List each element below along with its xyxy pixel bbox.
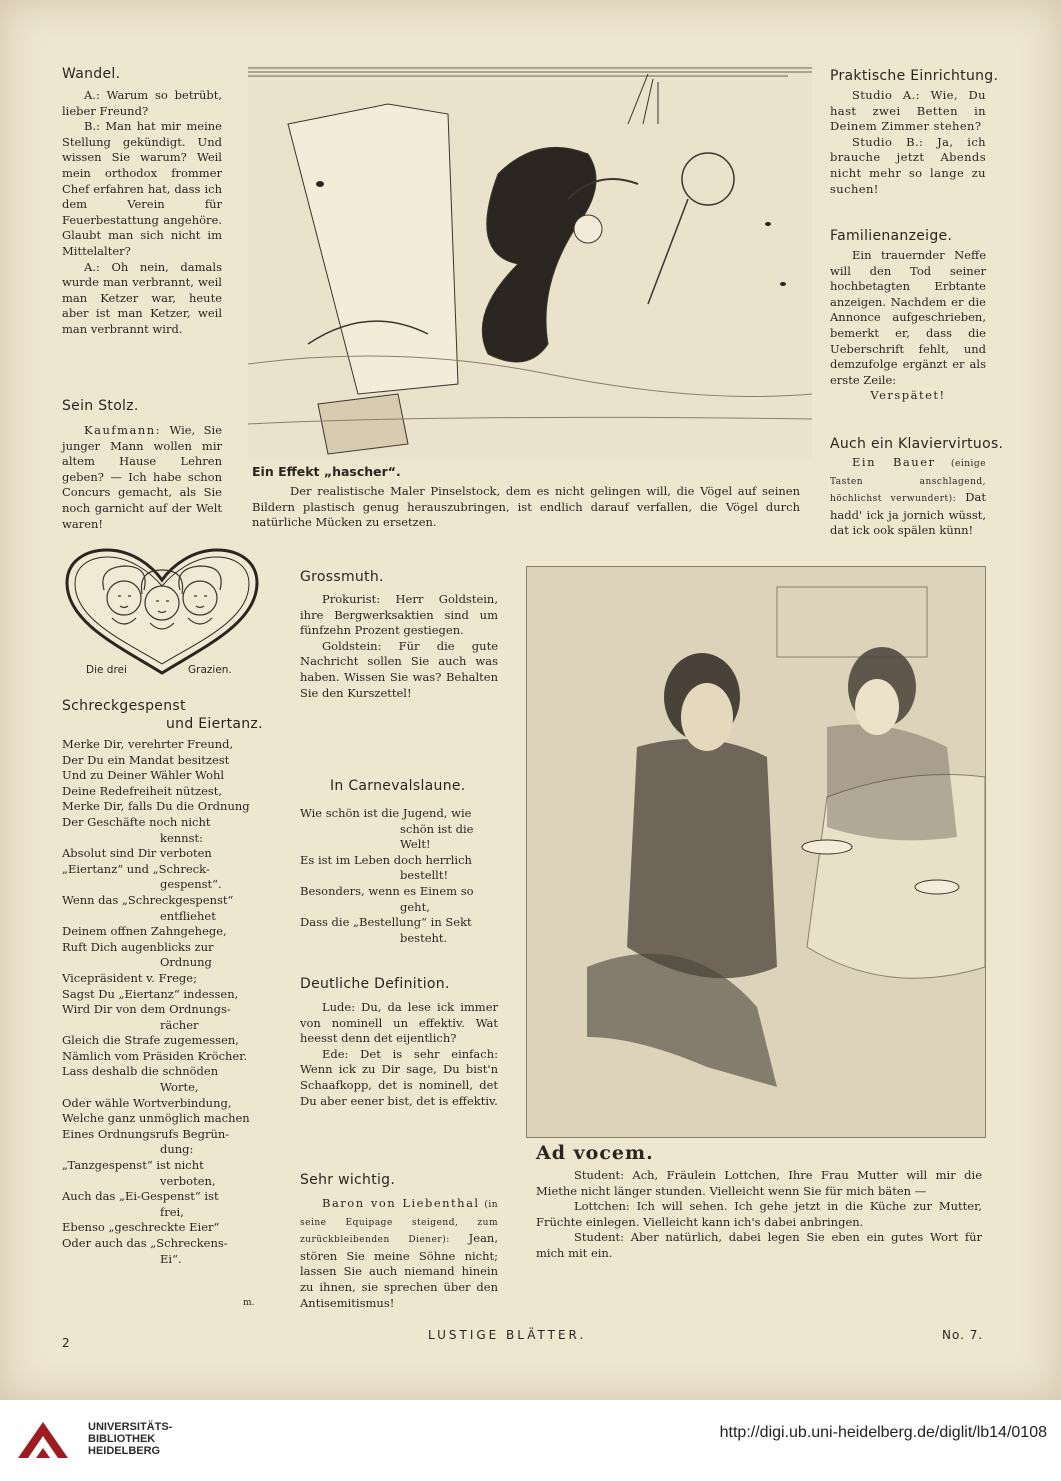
wichtig-paren: (in seine Equipage steigend, zum zurückbleibenden Diener): bbox=[300, 1200, 499, 1246]
stolz-body: Wie, Sie junger Mann wollen mir altem Hause Lehren geben? — Ich habe schon Concurs gemacht, als Sie noch garnicht auf der Welt waren! bbox=[62, 423, 222, 531]
gross-title: Grossmuth. bbox=[300, 569, 384, 585]
effekt-hascher-cartoon bbox=[248, 64, 812, 460]
schreck-verse-line: gespenst“. bbox=[160, 877, 222, 892]
prakt-text bbox=[830, 88, 986, 197]
schreck-verse-line: kennst: bbox=[160, 830, 203, 845]
wichtig-text bbox=[300, 1196, 498, 1311]
wandel-line-a: A.: Warum so betrübt, lieber Freund? bbox=[62, 88, 222, 118]
wandel-line-b: B.: Man hat mir meine Stellung gekündigt. Und wissen Sie warum? Weil mein orthodox frommer Chef erfahren hat, dass ich dem Verein für Feuerbestattung angehöre. Glaubt man sich nicht im Mittelalter? bbox=[62, 119, 222, 258]
def-text bbox=[300, 1000, 498, 1109]
def-line-b: Ede: Det is sehr einfach: Wenn ick zu Dir sage, Du bist'n Schaafkopp, det is nominell, det Du aber eener bist, det is effektiv. bbox=[300, 1046, 498, 1108]
carn-verse-line: Es ist im Leben doch herrlich bbox=[300, 852, 472, 867]
fam-body: Ein trauernder Neffe will den Tod seiner hochbetagten Erbtante anzeigen. Nachdem er die Annonce aufgeschrieben, bemerkt er, dass die Ueberschrift fehlt, und demzufolge ergänzt er als erste Zeile: bbox=[830, 248, 986, 387]
schreck-verse-line: Ruft Dich augenblicks zur bbox=[62, 939, 214, 954]
issue-number: No. 7. bbox=[942, 1328, 984, 1342]
schreck-verse-line: Merke Dir, verehrter Freund, bbox=[62, 737, 234, 751]
carn-verse-line: besteht. bbox=[400, 930, 448, 945]
schreck-verse-line: Vicepräsident v. Frege; bbox=[62, 970, 197, 985]
heart-caption-right: Grazien. bbox=[188, 664, 232, 676]
schreck-verse-line: „Tanzgespenst“ ist nicht bbox=[62, 1158, 204, 1173]
advocem-line-3: Student: Aber natürlich, dabei legen Sie eben ein gutes Wort für mich mit ein. bbox=[536, 1230, 982, 1260]
stolz-text bbox=[62, 423, 222, 532]
carn-verse-line: bestellt! bbox=[400, 868, 449, 883]
library-line-1: UNIVERSITÄTS- bbox=[88, 1421, 173, 1433]
carn-verse-line: Besonders, wenn es Einem so bbox=[300, 883, 474, 898]
schreck-verse-line: Worte, bbox=[160, 1080, 199, 1095]
schreck-verse-line: Welche ganz unmöglich machen bbox=[62, 1111, 250, 1126]
advocem-text bbox=[536, 1168, 982, 1262]
carn-verse-line: geht, bbox=[400, 899, 430, 914]
cartoon-caption-body: Der realistische Maler Pinselstock, dem es nicht gelingen will, die Vögel auf seinen Bildern plastisch genug herauszubringen, ist endlich darauf verfallen, die Vögel durch natürliche Mücken zu ersetzen. bbox=[252, 484, 800, 530]
painter-cartoon-drawing bbox=[248, 64, 812, 460]
klav-body: Dat hadd' ick ja jornich wüsst, dat ick ook spälen künn! bbox=[830, 490, 986, 538]
schreck-verse-line: dung: bbox=[160, 1142, 194, 1157]
schreck-verse-line: Ebenso „geschreckte Eier“ bbox=[62, 1220, 220, 1235]
library-name bbox=[88, 1421, 172, 1457]
klav-paren: (einige Tasten anschlagend, höchlichst verwundert): bbox=[830, 459, 987, 505]
library-line-3: HEIDELBERG bbox=[88, 1445, 161, 1457]
schreck-verse-line: Der Du ein Mandat besitzest bbox=[62, 752, 230, 767]
schreck-verse-line: Oder auch das „Schreckens- bbox=[62, 1236, 228, 1250]
schreck-signature: m. bbox=[243, 1298, 255, 1308]
fam-text bbox=[830, 248, 986, 404]
schreck-verse-line: Wenn das „Schreckgespenst“ bbox=[62, 892, 234, 907]
schreck-title: Schreckgespenst bbox=[62, 698, 186, 714]
advocem-line-2: Lottchen: Ich will sehen. Ich gehe jetzt in die Küche zur Mutter, Früchte einlegen. Vielleicht kann ich's dabei anbringen. bbox=[536, 1199, 982, 1229]
carn-verse-line: schön ist die Welt! bbox=[400, 821, 474, 852]
klav-text bbox=[830, 455, 986, 539]
def-title: Deutliche Definition. bbox=[300, 976, 450, 992]
schreck-verse-line: Der Geschäfte noch nicht bbox=[62, 814, 211, 829]
wichtig-speaker: Baron von Liebenthal bbox=[322, 1196, 480, 1210]
schreck-verse-line: Ei“. bbox=[160, 1251, 182, 1266]
schreck-verse-line: Nämlich vom Präsiden Kröcher. bbox=[62, 1048, 248, 1063]
carn-title: In Carnevalslaune. bbox=[330, 778, 466, 794]
fam-word: Verspätet! bbox=[870, 388, 946, 403]
prakt-title: Praktische Einrichtung. bbox=[830, 68, 999, 84]
stolz-speaker: Kaufmann: bbox=[84, 423, 162, 437]
schreck-verse-line: Absolut sind Dir verboten bbox=[62, 846, 212, 861]
library-line-2: BIBLIOTHEK bbox=[88, 1433, 156, 1445]
gross-line-a: Prokurist: Herr Goldstein, ihre Bergwerksaktien sind um fünfzehn Prozent gestiegen. bbox=[300, 592, 498, 638]
schreck-verse-line: Gleich die Strafe zugemessen, bbox=[62, 1033, 239, 1048]
heart-icon bbox=[62, 548, 262, 678]
klav-title: Auch ein Klaviervirtuos. bbox=[830, 436, 1004, 452]
schreck-verse-line: Auch das „Ei-Gespenst“ ist bbox=[62, 1189, 219, 1204]
advocem-title: Ad vocem. bbox=[536, 1142, 654, 1164]
schreck-verse-line: verboten, bbox=[160, 1173, 216, 1188]
schreck-verse-line: Wird Dir von dem Ordnungs- bbox=[62, 1002, 231, 1017]
journal-name: LUSTIGE BLÄTTER. bbox=[428, 1328, 587, 1342]
schreck-verse-line: Merke Dir, falls Du die Ordnung bbox=[62, 799, 250, 814]
schreck-verse-line: frei, bbox=[160, 1204, 184, 1219]
university-seal-icon bbox=[14, 1418, 72, 1464]
schreck-verse-line: Sagst Du „Eiertanz“ indessen, bbox=[62, 986, 239, 1001]
three-graces-heart-illustration bbox=[62, 548, 262, 678]
schreck-verse-line: Oder wähle Wortverbindung, bbox=[62, 1095, 232, 1110]
def-line-a: Lude: Du, da lese ick immer von nominell un effektiv. Wat heesst denn det eijentlich? bbox=[300, 1000, 498, 1046]
carn-verse bbox=[300, 806, 500, 946]
schreck-title-2: und Eiertanz. bbox=[166, 716, 263, 732]
cartoon-caption-title: Ein Effekt „hascher“. bbox=[252, 464, 401, 479]
schreck-verse-line: rächer bbox=[160, 1017, 199, 1032]
carn-verse-line: Wie schön ist die Jugend, wie bbox=[300, 806, 472, 820]
schreck-verse bbox=[62, 737, 262, 1267]
page-number: 2 bbox=[62, 1336, 73, 1350]
schreck-verse-line: Ordnung bbox=[160, 955, 212, 970]
klav-speaker: Ein Bauer bbox=[852, 455, 936, 469]
couple-drawing bbox=[527, 567, 985, 1137]
gross-line-b: Goldstein: Für die gute Nachricht sollen Sie auch was haben. Wissen Sie was? Behalten Sie den Kurszettel! bbox=[300, 638, 498, 700]
schreck-verse-line: „Eiertanz“ und „Schreck- bbox=[62, 861, 210, 876]
fam-title: Familienanzeige. bbox=[830, 228, 953, 244]
advocem-line-1: Student: Ach, Fräulein Lottchen, Ihre Frau Mutter will mir die Miethe nicht länger stunden. Vielleicht wenn Sie für mich bäten — bbox=[536, 1168, 982, 1198]
schreck-verse-line: entfliehet bbox=[160, 908, 216, 923]
schreck-verse-line: Eines Ordnungsrufs Begrün- bbox=[62, 1126, 230, 1141]
wichtig-title: Sehr wichtig. bbox=[300, 1172, 396, 1188]
heidelberg-logo[interactable] bbox=[14, 1418, 72, 1464]
permalink-url[interactable]: http://digi.ub.uni-heidelberg.de/diglit/lb14/0108 bbox=[719, 1424, 1047, 1441]
wandel-line-c: A.: Oh nein, damals wurde man verbrannt, weil man Ketzer war, heute aber ist man Ketzer, weil man verbrannt wird. bbox=[62, 259, 222, 336]
prakt-line-a: Studio A.: Wie, Du hast zwei Betten in Deinem Zimmer stehen? bbox=[830, 88, 986, 134]
heart-caption-left: Die drei bbox=[86, 664, 127, 676]
wandel-title: Wandel. bbox=[62, 66, 121, 82]
cartoon-caption-text bbox=[252, 484, 800, 531]
library-bar bbox=[0, 1400, 1061, 1481]
wichtig-body: Jean, stören Sie meine Söhne nicht; lassen Sie auch niemand hinein zu ihnen, sie sprechen über den Antisemitismus! bbox=[300, 1231, 498, 1310]
gross-text bbox=[300, 592, 498, 701]
prakt-line-b: Studio B.: Ja, ich brauche jetzt Abends nicht mehr so lange zu suchen! bbox=[830, 134, 986, 196]
schreck-verse-line: Deine Redefreiheit nützest, bbox=[62, 783, 223, 798]
schreck-verse-line: Lass deshalb die schnöden bbox=[62, 1064, 219, 1079]
wandel-text bbox=[62, 88, 222, 338]
schreck-verse-line: Und zu Deiner Wähler Wohl bbox=[62, 768, 225, 783]
carn-verse-line: Dass die „Bestellung“ in Sekt bbox=[300, 915, 472, 930]
ad-vocem-illustration bbox=[526, 566, 986, 1138]
stolz-title: Sein Stolz. bbox=[62, 398, 139, 414]
schreck-verse-line: Deinem offnen Zahngehege, bbox=[62, 924, 227, 939]
